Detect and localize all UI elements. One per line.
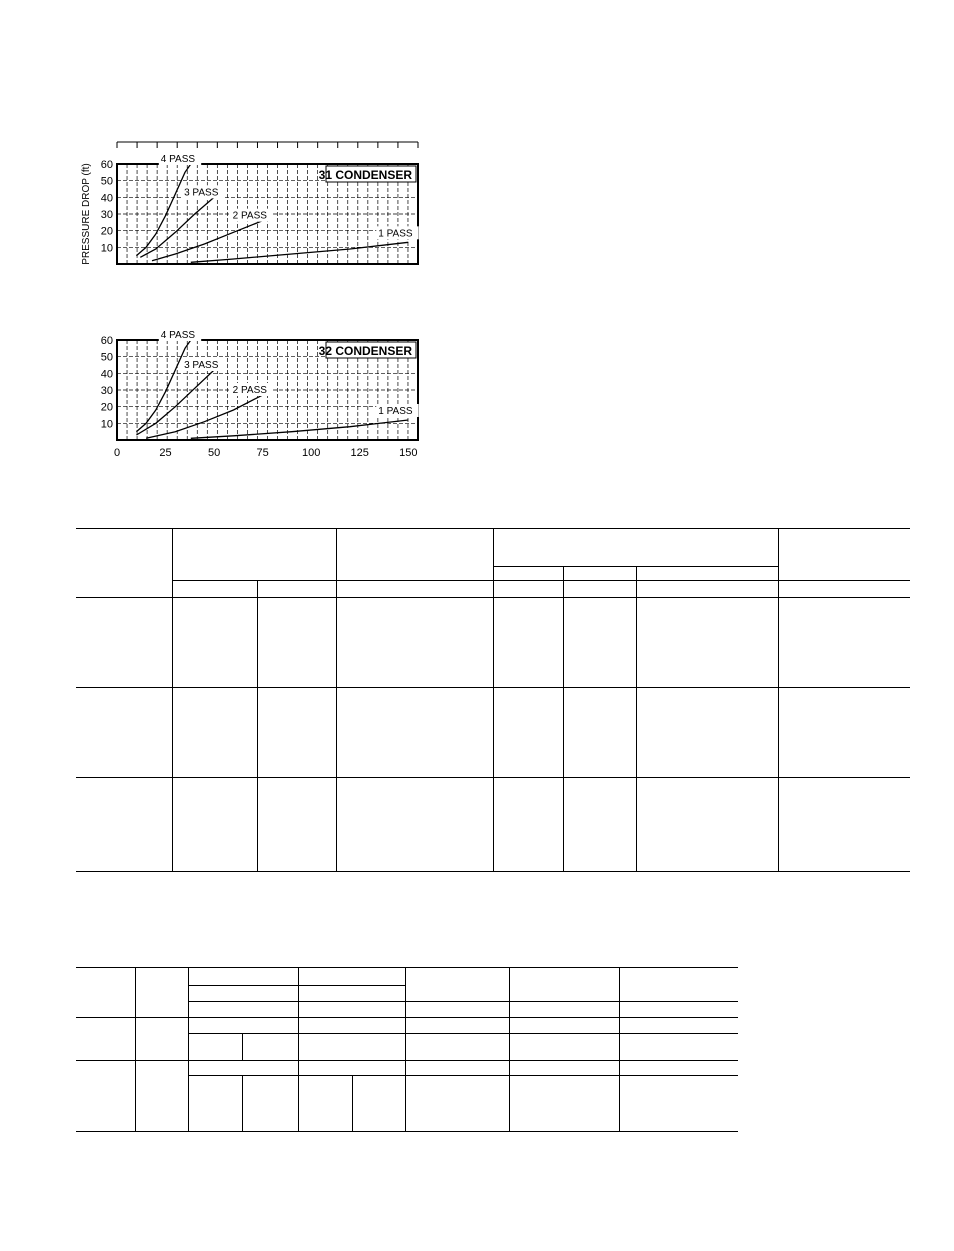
series-line-1-pass xyxy=(191,420,408,438)
x-tick-label: 125 xyxy=(350,447,369,459)
y-tick-label: 30 xyxy=(100,209,113,221)
series-label: 3 PASS xyxy=(184,360,219,371)
series-line-3-pass xyxy=(136,370,214,435)
table-frame-top xyxy=(0,520,954,880)
y-tick-label: 40 xyxy=(100,368,113,381)
chart-31-condenser xyxy=(0,0,954,300)
table-frame-bottom xyxy=(0,960,954,1150)
x-tick-label: 0 xyxy=(113,447,121,459)
y-tick-label: 50 xyxy=(100,175,113,188)
top-tick-ruler xyxy=(117,142,418,148)
y-axis-label: PRESSURE DROP (ft) xyxy=(81,163,92,265)
chart-title: 32 CONDENSER xyxy=(318,344,412,358)
series-label: 3 PASS xyxy=(184,187,219,199)
y-tick-label: 60 xyxy=(100,335,113,347)
series-label: 1 PASS xyxy=(378,228,413,240)
series-label: 2 PASS xyxy=(232,210,267,222)
y-tick-label: 20 xyxy=(100,401,113,414)
series-label: 1 PASS xyxy=(378,406,413,417)
y-tick-label: 10 xyxy=(100,242,113,255)
y-tick-label: 50 xyxy=(100,351,113,364)
x-tick-label: 25 xyxy=(159,447,172,459)
x-tick-label: 100 xyxy=(302,447,321,459)
y-tick-label: 40 xyxy=(100,192,113,205)
series-line-4-pass xyxy=(136,340,190,432)
y-tick-label: 30 xyxy=(100,385,113,397)
y-tick-label: 60 xyxy=(100,159,113,171)
x-tick-label: 50 xyxy=(207,447,221,459)
series-label: 4 PASS xyxy=(160,154,196,165)
series-label: 4 PASS xyxy=(160,330,196,341)
series-line-1-pass xyxy=(191,242,408,262)
y-tick-label: 20 xyxy=(100,225,113,238)
series-label: 2 PASS xyxy=(232,385,267,396)
y-tick-label: 10 xyxy=(100,418,113,431)
x-tick-label: 75 xyxy=(256,447,269,459)
x-tick-label: 150 xyxy=(399,447,418,459)
chart-title: 31 CONDENSER xyxy=(318,168,412,182)
